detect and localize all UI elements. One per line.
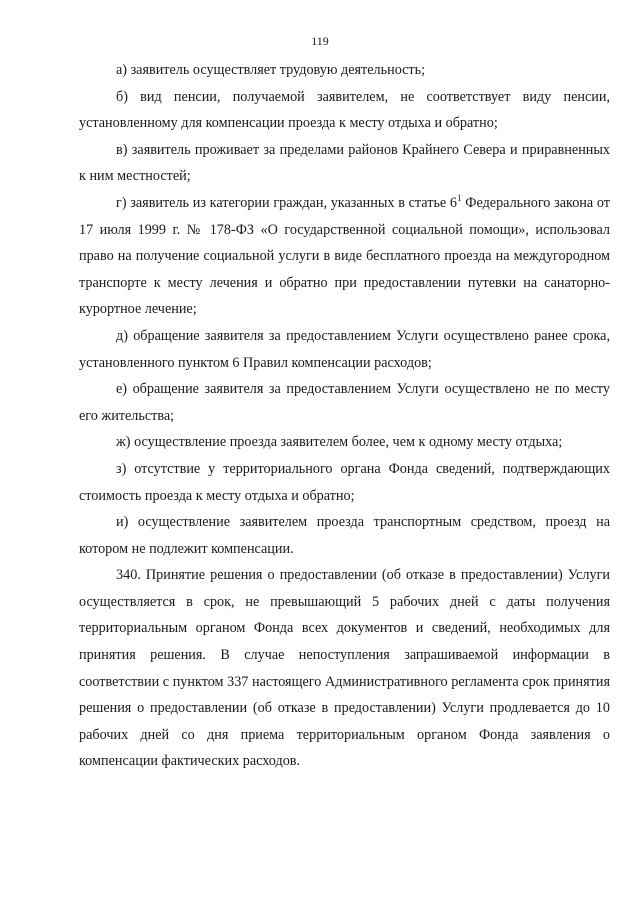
page-number: 119 [311,34,329,48]
document-body [79,57,610,775]
item-g-text-start: г) заявитель из категории граждан, указанных в статье 6 [116,194,458,211]
item-v: в) заявитель проживает за пределами районов Крайнего Севера и приравненных к ним местностей; [79,141,610,185]
item-zh: ж) осуществление проезда заявителем более, чем к одному месту отдыха; [116,434,563,451]
item-b: б) вид пенсии, получаемой заявителем, не соответствует виду пенсии, установленному для компенсации проезда к месту отдыха и обратно; [79,88,610,132]
item-e: е) обращение заявителя за предоставлением Услуги осуществлено не по месту его жительства; [79,381,610,424]
article-superscript: 1 [457,192,462,203]
item-g [79,190,610,323]
item-z: з) отсутствие у территориального органа Фонда сведений, подтверждающих стоимость проезда к месту отдыха и обратно; [79,460,610,504]
item-d: д) обращение заявителя за предоставлением Услуги осуществлено ранее срока, установленного пунктом 6 Правил компенсации расходов; [79,327,610,371]
item-g-text-end: Федерального закона от 17 июля 1999 г. № 178-ФЗ «О государственной социальной помощи», использовал право на получение социальной услуги в виде бесплатного проезда на междугородном транспорте к месту лечения и обратно при предоставлении путевки на санаторно-курортное лечение; [79,194,611,318]
section-340: 340. Принятие решения о предоставлении (об отказе в предоставлении) Услуги осуществляется в срок, не превышающий 5 рабочих дней с даты получения территориальным органом Фонда всех документов и сведений, необходимых для принятия решения. В случае непоступления запрашиваемой информации в соответствии с пунктом 337 настоящего Административного регламента срок принятия решения о предоставлении (об отказе в предоставлении) Услуги продлевается до 10 рабочих дней со дня приема территориальным органом Фонда заявления о компенсации фактических расходов. [79,567,610,770]
item-i: и) осуществление заявителем проезда транспортным средством, проезд на котором не подлежит компенсации. [79,514,610,557]
item-a: а) заявитель осуществляет трудовую деятельность; [116,62,426,78]
